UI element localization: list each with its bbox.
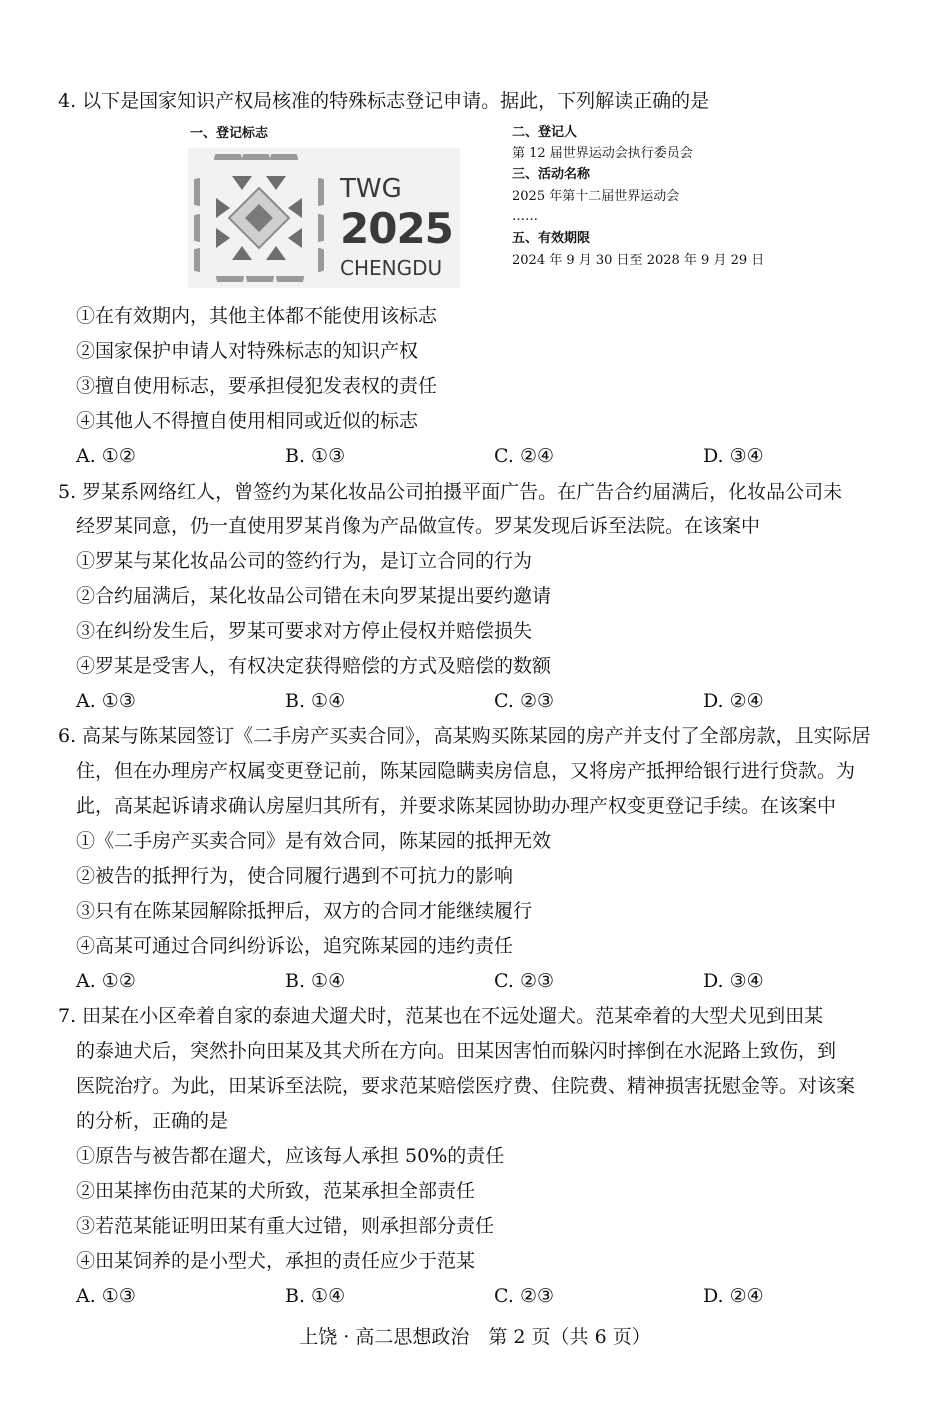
registrant-value: 第 12 届世界运动会执行委员会 xyxy=(512,146,693,161)
q7-option-a[interactable]: A. ①③ xyxy=(76,1285,136,1307)
q4-statement-4: ④其他人不得擅自使用相同或近似的标志 xyxy=(76,410,419,432)
q7-stem-line-3: 医院治疗。为此，田某诉至法院，要求范某赔偿医疗费、住院费、精神损害抚慰金等。对该案 xyxy=(76,1075,856,1097)
q7-stem-line-2: 的泰迪犬后，突然扑向田某及其犬所在方向。田某因害怕而躲闪时摔倒在水泥路上致伤，到 xyxy=(76,1040,837,1062)
q7-statement-2: ②田某摔伤由范某的犬所致，范某承担全部责任 xyxy=(76,1180,476,1202)
registrant-label: 二、登记人 xyxy=(512,125,578,140)
registration-mark-label: 一、登记标志 xyxy=(190,126,269,141)
q5-stem-line-1: 5. 罗某系网络红人，曾签约为某化妆品公司拍摄平面广告。在广告合约届满后，化妆品公司未 xyxy=(58,481,843,503)
q7-statement-4: ④田某饲养的是小型犬，承担的责任应少于范某 xyxy=(76,1250,476,1272)
page-footer: 上饶 · 高二思想政治 第 2 页（共 6 页） xyxy=(299,1326,651,1348)
activity-value: 2025 年第十二届世界运动会 xyxy=(512,189,680,204)
twg-2025-logo xyxy=(188,148,460,288)
q7-stem-line-1: 7. 田某在小区牵着自家的泰迪犬遛犬时，范某也在不远处遛犬。范某牵着的大型犬见到田某 xyxy=(58,1005,824,1027)
q7-stem-line-4: 的分析，正确的是 xyxy=(76,1110,229,1132)
q7-option-d[interactable]: D. ②④ xyxy=(703,1285,764,1307)
q5-statement-2: ②合约届满后，某化妆品公司错在未向罗某提出要约邀请 xyxy=(76,585,552,607)
q5-statement-3: ③在纠纷发生后，罗某可要求对方停止侵权并赔偿损失 xyxy=(76,620,533,642)
q5-statement-4: ④罗某是受害人，有权决定获得赔偿的方式及赔偿的数额 xyxy=(76,655,552,677)
q4-statement-1: ①在有效期内，其他主体都不能使用该标志 xyxy=(76,305,438,327)
ellipsis: …… xyxy=(512,209,538,224)
q6-statement-3: ③只有在陈某园解除抵押后，双方的合同才能继续履行 xyxy=(76,900,533,922)
q5-option-a[interactable]: A. ①③ xyxy=(76,690,136,712)
activity-label: 三、活动名称 xyxy=(512,167,591,182)
logo-text-twg: TWG xyxy=(340,174,402,204)
q6-option-b[interactable]: B. ①④ xyxy=(285,970,346,992)
q6-statement-4: ④高某可通过合同纠纷诉讼，追究陈某园的违约责任 xyxy=(76,935,514,957)
q7-statement-3: ③若范某能证明田某有重大过错，则承担部分责任 xyxy=(76,1215,495,1237)
q6-option-a[interactable]: A. ①② xyxy=(76,970,136,992)
twg-emblem-icon xyxy=(194,154,324,282)
q4-option-c[interactable]: C. ②④ xyxy=(494,445,555,467)
q6-option-d[interactable]: D. ③④ xyxy=(703,970,764,992)
q6-option-c[interactable]: C. ②③ xyxy=(494,970,555,992)
q6-statement-2: ②被告的抵押行为，使合同履行遇到不可抗力的影响 xyxy=(76,865,514,887)
q4-option-b[interactable]: B. ①③ xyxy=(285,445,346,467)
q5-option-b[interactable]: B. ①④ xyxy=(285,690,346,712)
q5-stem-line-2: 经罗某同意，仍一直使用罗某肖像为产品做宣传。罗某发现后诉至法院。在该案中 xyxy=(76,515,761,537)
validity-value: 2024 年 9 月 30 日至 2028 年 9 月 29 日 xyxy=(512,253,765,268)
validity-label: 五、有效期限 xyxy=(512,231,591,246)
q4-statement-2: ②国家保护申请人对特殊标志的知识产权 xyxy=(76,340,419,362)
q6-stem-line-1: 6. 高某与陈某园签订《二手房产买卖合同》，高某购买陈某园的房产并支付了全部房款，且实际居 xyxy=(58,725,871,747)
q4-option-a[interactable]: A. ①② xyxy=(76,445,136,467)
q6-stem-line-2: 住，但在办理房产权属变更登记前，陈某园隐瞒卖房信息，又将房产抵押给银行进行贷款。为 xyxy=(76,760,856,782)
logo-text-city: CHENGDU xyxy=(340,256,443,280)
q4-option-d[interactable]: D. ③④ xyxy=(703,445,764,467)
q5-statement-1: ①罗某与某化妆品公司的签约行为，是订立合同的行为 xyxy=(76,550,533,572)
q6-stem-line-3: 此，高某起诉请求确认房屋归其所有，并要求陈某园协助办理产权变更登记手续。在该案中 xyxy=(76,795,837,817)
q7-option-b[interactable]: B. ①④ xyxy=(285,1285,346,1307)
q4-stem: 4. 以下是国家知识产权局核准的特殊标志登记申请。据此，下列解读正确的是 xyxy=(58,90,710,112)
q4-statement-3: ③擅自使用标志，要承担侵犯发表权的责任 xyxy=(76,375,438,397)
q5-option-d[interactable]: D. ②④ xyxy=(703,690,764,712)
q5-option-c[interactable]: C. ②③ xyxy=(494,690,555,712)
q7-statement-1: ①原告与被告都在遛犬，应该每人承担 50%的责任 xyxy=(76,1145,505,1167)
logo-text-year: 2025 xyxy=(340,204,453,253)
q6-statement-1: ①《二手房产买卖合同》是有效合同，陈某园的抵押无效 xyxy=(76,830,552,852)
q7-option-c[interactable]: C. ②③ xyxy=(494,1285,555,1307)
